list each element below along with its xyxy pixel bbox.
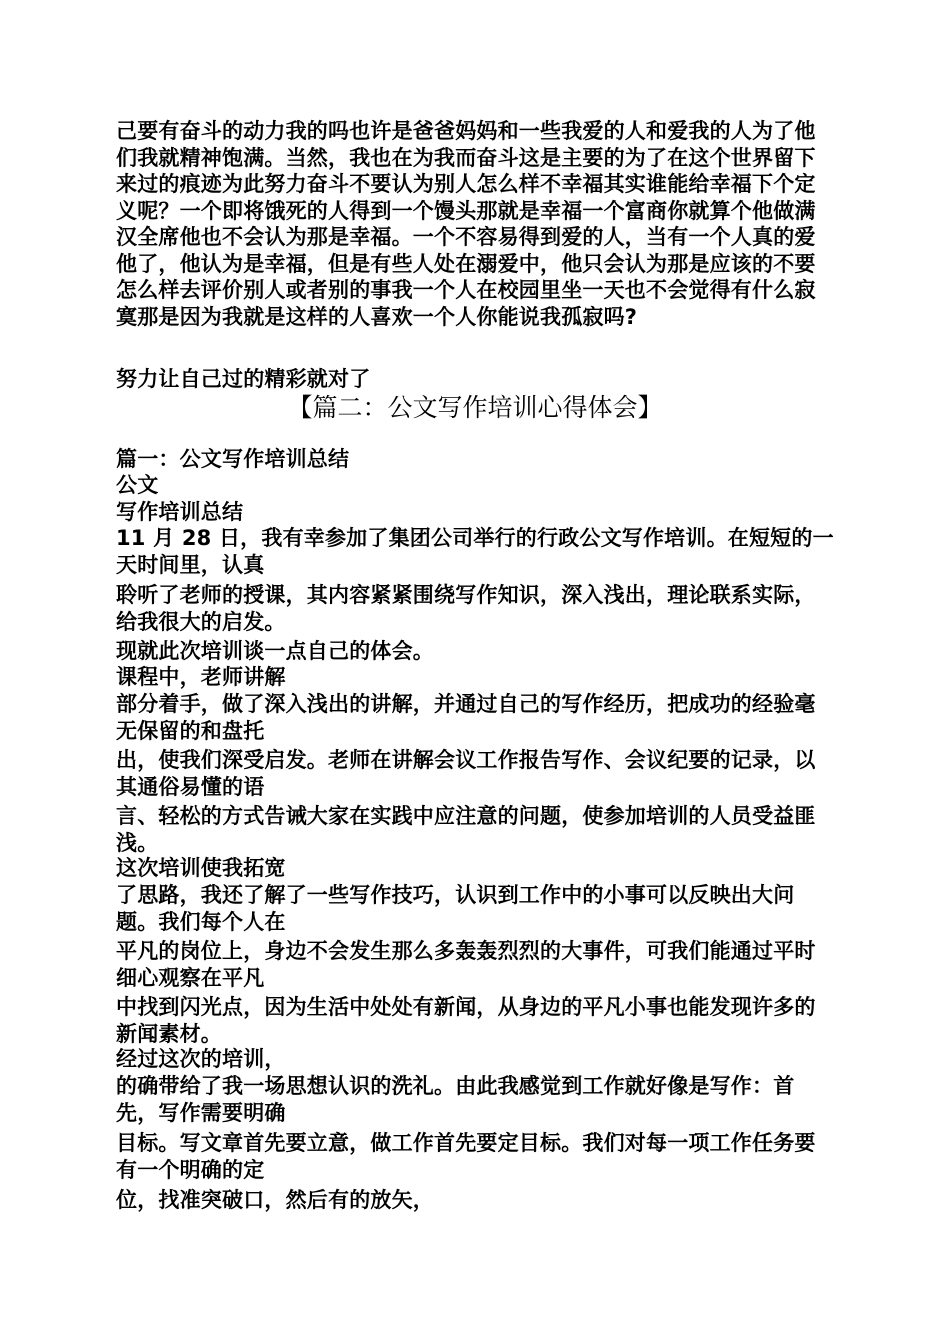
body-paragraph: 聆听了老师的授课，其内容紧紧围绕写作知识，深入浅出，理论联系实际，给我很大的启发。 [116, 583, 816, 634]
body-line: 写作培训总结 [116, 500, 244, 524]
body-paragraph: 平凡的岗位上，身边不会发生那么多轰轰烈烈的大事件，可我们能通过平时细心观察在平凡 [116, 939, 816, 990]
body-paragraph: 了思路，我还了解了一些写作技巧，认识到工作中的小事可以反映出大问题。我们每个人在 [116, 883, 795, 934]
subheading: 篇一：公文写作培训总结 [116, 447, 350, 471]
body-line: 课程中，老师讲解 [116, 665, 286, 689]
body-paragraph: 11 月 28 日，我有幸参加了集团公司举行的行政公文写作培训。在短短的一天时间里，认真 [116, 526, 834, 577]
body-paragraph: 部分着手，做了深入浅出的讲解，并通过自己的写作经历，把成功的经验毫无保留的和盘托 [116, 692, 816, 743]
body-line: 现就此次培训谈一点自己的体会。 [116, 639, 434, 663]
body-paragraph: 出，使我们深受启发。老师在讲解会议工作报告写作、会议纪要的记录，以其通俗易懂的语 [116, 748, 816, 799]
section-heading: 【篇二：公文写作培训心得体会】 [287, 393, 663, 422]
body-line: 公文 [116, 473, 159, 497]
body-paragraph: 中找到闪光点，因为生活中处处有新闻，从身边的平凡小事也能发现许多的新闻素材。 [116, 995, 816, 1046]
body-line: 经过这次的培训， [116, 1047, 286, 1071]
body-line: 这次培训使我拓宽 [116, 856, 286, 880]
body-line: 位，找准突破口，然后有的放矢， [116, 1188, 434, 1212]
body-paragraph: 努力让自己过的精彩就对了 [116, 367, 371, 391]
body-paragraph: 的确带给了我一场思想认识的洗礼。由此我感觉到工作就好像是写作：首先，写作需要明确 [116, 1074, 795, 1125]
body-paragraph: 己要有奋斗的动力我的吗也许是爸爸妈妈和一些我爱的人和爱我的人为了他们我就精神饱满。当然，我也在为我而奋斗这是主要的为了在这个世界留下来过的痕迹为此努力奋斗不要认为别人怎么样不幸福其实谁能给幸福下个定义呢？一个即将饿死的人得到一个馒头那就是幸福一个富商你就算个他做满汉全席他也不会认为那是幸福。一个不容易得到爱的人，当有一个人真的爱他了，他认为是幸福，但是有些人处在溺爱中，他只会认为那是应该的不要怎么样去评价别人或者别的事我一个人在校园里坐一天也不会觉得有什么寂寞那是因为我就是这样的人喜欢一个人你能说我孤寂吗? [116, 119, 816, 329]
body-paragraph: 目标。写文章首先要立意，做工作首先要定目标。我们对每一项工作任务要有一个明确的定 [116, 1131, 816, 1182]
body-paragraph: 言、轻松的方式告诫大家在实践中应注意的问题，使参加培训的人员受益匪浅。 [116, 804, 816, 855]
